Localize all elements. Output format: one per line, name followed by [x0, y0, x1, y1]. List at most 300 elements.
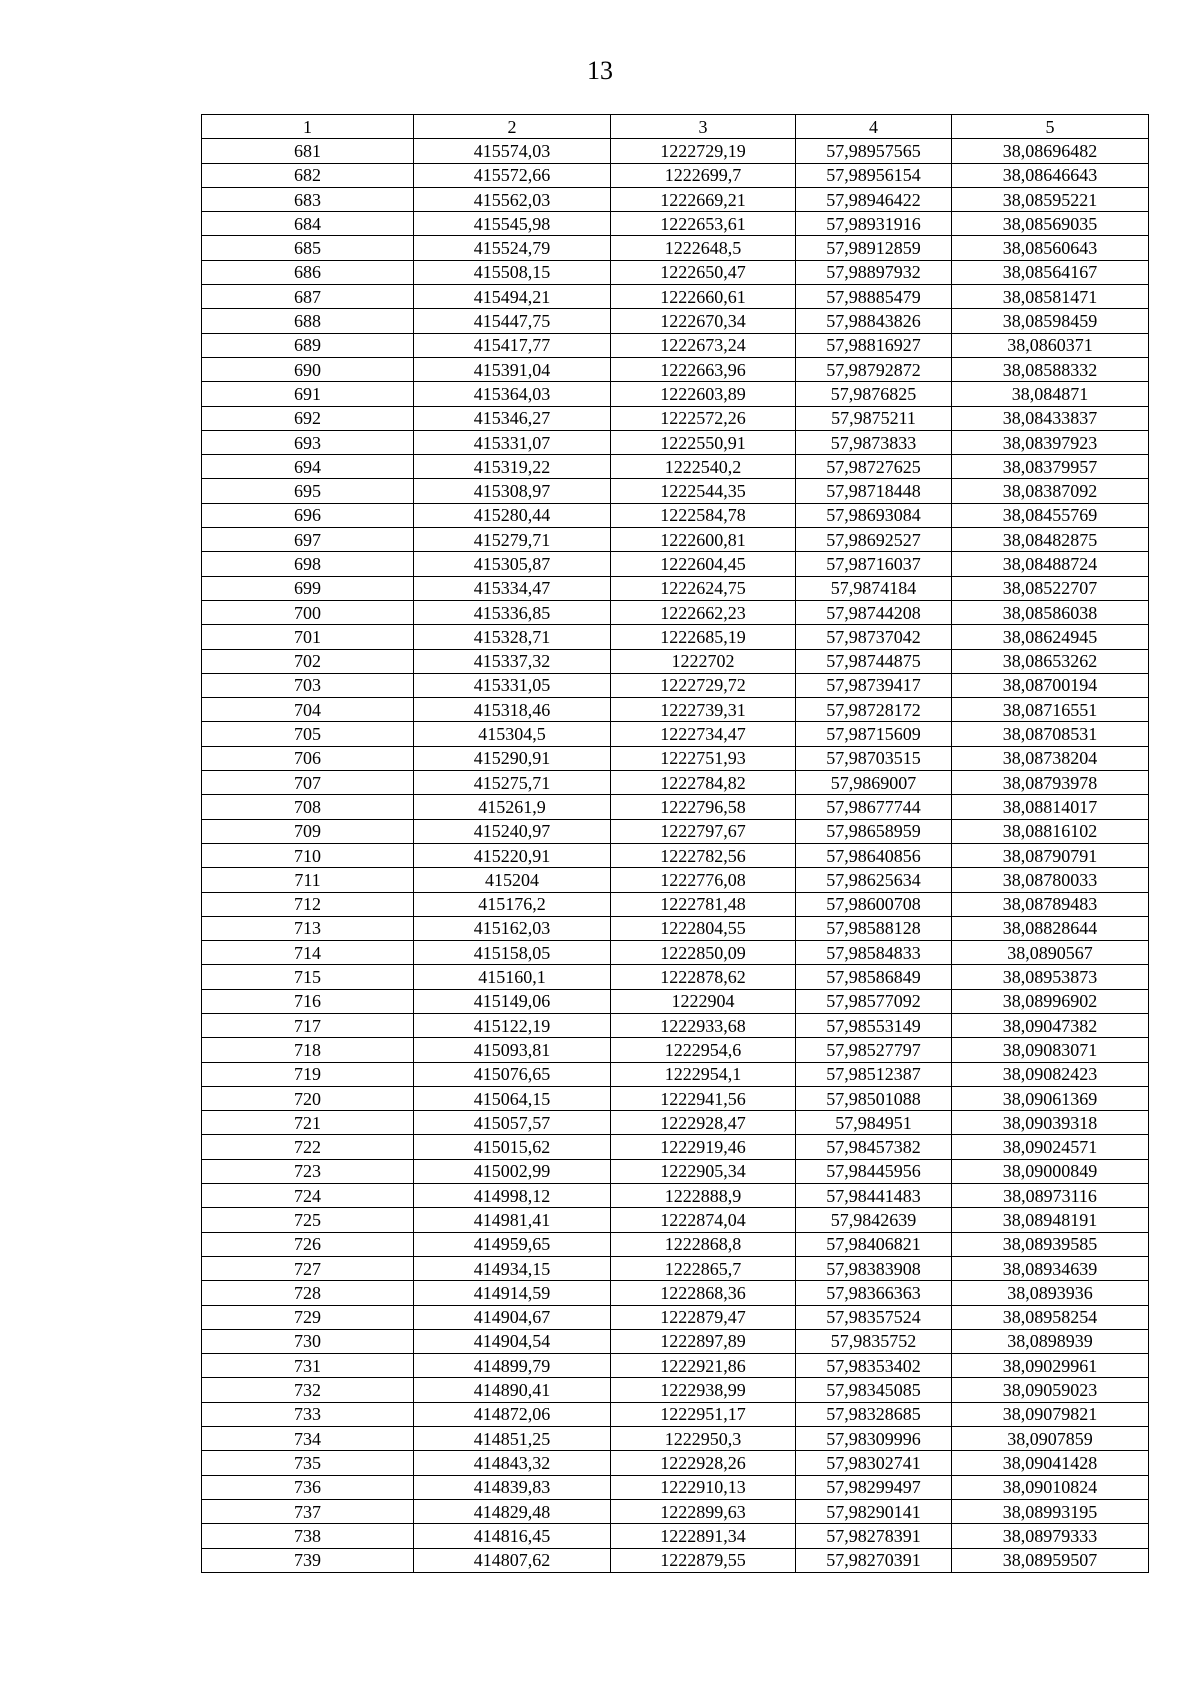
table-cell-col-3: 1222650,47	[611, 260, 796, 284]
table-cell-col-4: 57,98727625	[796, 455, 952, 479]
table-cell-col-2: 415447,75	[414, 309, 611, 333]
table-cell-col-3: 1222604,45	[611, 552, 796, 576]
table-cell-col-4: 57,98885479	[796, 285, 952, 309]
table-cell-col-4: 57,98744208	[796, 600, 952, 624]
table-cell-col-4: 57,98744875	[796, 649, 952, 673]
table-cell-col-1: 691	[202, 382, 414, 406]
table-cell-col-5: 38,08560643	[952, 236, 1149, 260]
table-row	[202, 1475, 1149, 1499]
table-cell-col-1: 734	[202, 1427, 414, 1451]
table-cell-col-4: 57,98501088	[796, 1086, 952, 1110]
table-cell-col-1: 728	[202, 1281, 414, 1305]
table-cell-col-2: 414851,25	[414, 1427, 611, 1451]
table-row	[202, 430, 1149, 454]
table-row	[202, 1256, 1149, 1280]
table-cell-col-3: 1222663,96	[611, 357, 796, 381]
table-row	[202, 1305, 1149, 1329]
table-cell-col-4: 57,98912859	[796, 236, 952, 260]
table-cell-col-4: 57,98739417	[796, 673, 952, 697]
table-cell-col-5: 38,09061369	[952, 1086, 1149, 1110]
table-cell-col-4: 57,98309996	[796, 1427, 952, 1451]
table-cell-col-3: 1222868,8	[611, 1232, 796, 1256]
table-cell-col-3: 1222951,17	[611, 1402, 796, 1426]
table-header	[202, 115, 1149, 139]
table-cell-col-1: 727	[202, 1256, 414, 1280]
table-cell-col-5: 38,09000849	[952, 1159, 1149, 1183]
table-cell-col-2: 415064,15	[414, 1086, 611, 1110]
table-cell-col-1: 690	[202, 357, 414, 381]
table-cell-col-2: 415305,87	[414, 552, 611, 576]
table-cell-col-1: 737	[202, 1499, 414, 1523]
table-cell-col-2: 415162,03	[414, 916, 611, 940]
table-cell-col-1: 739	[202, 1548, 414, 1572]
table-cell-col-2: 414981,41	[414, 1208, 611, 1232]
table-cell-col-3: 1222784,82	[611, 771, 796, 795]
table-row	[202, 260, 1149, 284]
table-cell-col-5: 38,08564167	[952, 260, 1149, 284]
column-header-2: 2	[414, 115, 611, 139]
table-cell-col-1: 720	[202, 1086, 414, 1110]
table-cell-col-1: 723	[202, 1159, 414, 1183]
table-cell-col-1: 685	[202, 236, 414, 260]
table-cell-col-4: 57,98625634	[796, 868, 952, 892]
table-row	[202, 1135, 1149, 1159]
table-cell-col-5: 38,08624945	[952, 625, 1149, 649]
table-cell-col-3: 1222603,89	[611, 382, 796, 406]
table-cell-col-2: 415572,66	[414, 163, 611, 187]
table-row	[202, 941, 1149, 965]
table-cell-col-5: 38,08696482	[952, 139, 1149, 163]
table-cell-col-2: 415337,32	[414, 649, 611, 673]
table-cell-col-5: 38,09024571	[952, 1135, 1149, 1159]
table-cell-col-3: 1222734,47	[611, 722, 796, 746]
table-cell-col-2: 415328,71	[414, 625, 611, 649]
table-row	[202, 649, 1149, 673]
table-row	[202, 1524, 1149, 1548]
table-body	[202, 139, 1149, 1573]
table-cell-col-2: 414843,32	[414, 1451, 611, 1475]
table-cell-col-3: 1222904	[611, 989, 796, 1013]
table-cell-col-1: 736	[202, 1475, 414, 1499]
table-cell-col-3: 1222796,58	[611, 795, 796, 819]
table-cell-col-1: 689	[202, 333, 414, 357]
table-cell-col-4: 57,98512387	[796, 1062, 952, 1086]
table-row	[202, 1378, 1149, 1402]
table-cell-col-5: 38,08598459	[952, 309, 1149, 333]
table-cell-col-2: 415160,1	[414, 965, 611, 989]
table-cell-col-2: 415346,27	[414, 406, 611, 430]
table-cell-col-4: 57,98693084	[796, 503, 952, 527]
table-cell-col-3: 1222572,26	[611, 406, 796, 430]
table-cell-col-4: 57,98716037	[796, 552, 952, 576]
table-cell-col-1: 709	[202, 819, 414, 843]
table-row	[202, 479, 1149, 503]
table-cell-col-5: 38,084871	[952, 382, 1149, 406]
table-row	[202, 1499, 1149, 1523]
table-cell-col-5: 38,09047382	[952, 1013, 1149, 1037]
table-cell-col-2: 415076,65	[414, 1062, 611, 1086]
table-cell-col-2: 415290,91	[414, 746, 611, 770]
table-row	[202, 576, 1149, 600]
table-cell-col-3: 1222928,26	[611, 1451, 796, 1475]
table-cell-col-5: 38,08814017	[952, 795, 1149, 819]
table-cell-col-5: 38,08934639	[952, 1256, 1149, 1280]
table-cell-col-5: 38,08780033	[952, 868, 1149, 892]
table-cell-col-2: 415204	[414, 868, 611, 892]
table-cell-col-3: 1222897,89	[611, 1329, 796, 1353]
table-cell-col-4: 57,98692527	[796, 528, 952, 552]
table-cell-col-5: 38,08790791	[952, 843, 1149, 867]
table-cell-col-1: 715	[202, 965, 414, 989]
table-cell-col-5: 38,08455769	[952, 503, 1149, 527]
table-cell-col-4: 57,98357524	[796, 1305, 952, 1329]
table-cell-col-3: 1222905,34	[611, 1159, 796, 1183]
table-cell-col-4: 57,98345085	[796, 1378, 952, 1402]
table-cell-col-4: 57,98366363	[796, 1281, 952, 1305]
table-cell-col-2: 415494,21	[414, 285, 611, 309]
table-cell-col-1: 694	[202, 455, 414, 479]
page-number: 13	[587, 56, 613, 85]
table-cell-col-3: 1222660,61	[611, 285, 796, 309]
table-cell-col-1: 732	[202, 1378, 414, 1402]
table-row	[202, 600, 1149, 624]
table-cell-col-4: 57,98299497	[796, 1475, 952, 1499]
table-cell-col-1: 710	[202, 843, 414, 867]
table-cell-col-5: 38,08716551	[952, 698, 1149, 722]
table-cell-col-4: 57,98586849	[796, 965, 952, 989]
table-cell-col-4: 57,984951	[796, 1111, 952, 1135]
table-cell-col-3: 1222954,1	[611, 1062, 796, 1086]
table-cell-col-3: 1222739,31	[611, 698, 796, 722]
table-cell-col-2: 415280,44	[414, 503, 611, 527]
table-row	[202, 1013, 1149, 1037]
table-cell-col-1: 696	[202, 503, 414, 527]
table-cell-col-5: 38,08959507	[952, 1548, 1149, 1572]
table-cell-col-1: 704	[202, 698, 414, 722]
table-cell-col-3: 1222544,35	[611, 479, 796, 503]
table-cell-col-3: 1222910,13	[611, 1475, 796, 1499]
table-cell-col-4: 57,98584833	[796, 941, 952, 965]
table-cell-col-4: 57,98816927	[796, 333, 952, 357]
table-cell-col-4: 57,98270391	[796, 1548, 952, 1572]
table-cell-col-1: 703	[202, 673, 414, 697]
table-cell-col-2: 414914,59	[414, 1281, 611, 1305]
table-cell-col-5: 38,08482875	[952, 528, 1149, 552]
table-cell-col-1: 686	[202, 260, 414, 284]
table-cell-col-5: 38,08948191	[952, 1208, 1149, 1232]
table-row	[202, 163, 1149, 187]
table-cell-col-2: 415122,19	[414, 1013, 611, 1037]
table-cell-col-1: 712	[202, 892, 414, 916]
table-cell-col-3: 1222648,5	[611, 236, 796, 260]
table-cell-col-5: 38,09059023	[952, 1378, 1149, 1402]
table-cell-col-5: 38,08433837	[952, 406, 1149, 430]
table-cell-col-2: 414807,62	[414, 1548, 611, 1572]
table-cell-col-3: 1222938,99	[611, 1378, 796, 1402]
table-row	[202, 1329, 1149, 1353]
table-cell-col-5: 38,09029961	[952, 1354, 1149, 1378]
table-cell-col-1: 707	[202, 771, 414, 795]
table-row	[202, 1086, 1149, 1110]
table-cell-col-4: 57,98897932	[796, 260, 952, 284]
table-cell-col-4: 57,98302741	[796, 1451, 952, 1475]
table-cell-col-2: 415304,5	[414, 722, 611, 746]
table-cell-col-1: 731	[202, 1354, 414, 1378]
table-cell-col-3: 1222729,72	[611, 673, 796, 697]
table-cell-col-3: 1222653,61	[611, 212, 796, 236]
table-cell-col-4: 57,98703515	[796, 746, 952, 770]
table-cell-col-4: 57,98843826	[796, 309, 952, 333]
table-cell-col-1: 719	[202, 1062, 414, 1086]
table-row	[202, 1111, 1149, 1135]
table-cell-col-1: 724	[202, 1184, 414, 1208]
table-cell-col-4: 57,98946422	[796, 187, 952, 211]
table-cell-col-5: 38,08653262	[952, 649, 1149, 673]
table-row	[202, 916, 1149, 940]
table-cell-col-3: 1222781,48	[611, 892, 796, 916]
table-cell-col-3: 1222928,47	[611, 1111, 796, 1135]
table-cell-col-2: 414829,48	[414, 1499, 611, 1523]
table-cell-col-5: 38,08387092	[952, 479, 1149, 503]
table-cell-col-1: 722	[202, 1135, 414, 1159]
table-cell-col-2: 415002,99	[414, 1159, 611, 1183]
table-cell-col-1: 721	[202, 1111, 414, 1135]
table-cell-col-3: 1222673,24	[611, 333, 796, 357]
table-cell-col-3: 1222921,86	[611, 1354, 796, 1378]
table-cell-col-1: 733	[202, 1402, 414, 1426]
table-cell-col-5: 38,08588332	[952, 357, 1149, 381]
table-row	[202, 746, 1149, 770]
table-cell-col-2: 415176,2	[414, 892, 611, 916]
coordinates-table	[201, 114, 1149, 1573]
table-cell-col-3: 1222919,46	[611, 1135, 796, 1159]
table-cell-col-2: 414816,45	[414, 1524, 611, 1548]
table-row	[202, 1427, 1149, 1451]
table-cell-col-5: 38,08488724	[952, 552, 1149, 576]
table-cell-col-2: 414959,65	[414, 1232, 611, 1256]
table-cell-col-2: 415331,07	[414, 430, 611, 454]
table-row	[202, 236, 1149, 260]
table-cell-col-2: 414904,54	[414, 1329, 611, 1353]
table-cell-col-1: 695	[202, 479, 414, 503]
table-cell-col-5: 38,08953873	[952, 965, 1149, 989]
table-cell-col-1: 683	[202, 187, 414, 211]
table-cell-col-3: 1222888,9	[611, 1184, 796, 1208]
table-cell-col-2: 414934,15	[414, 1256, 611, 1280]
table-cell-col-4: 57,98600708	[796, 892, 952, 916]
table-cell-col-4: 57,98588128	[796, 916, 952, 940]
table-cell-col-5: 38,08738204	[952, 746, 1149, 770]
table-cell-col-4: 57,98677744	[796, 795, 952, 819]
table-row	[202, 1354, 1149, 1378]
table-cell-col-3: 1222933,68	[611, 1013, 796, 1037]
table-row	[202, 212, 1149, 236]
table-cell-col-4: 57,9874184	[796, 576, 952, 600]
table-row	[202, 285, 1149, 309]
table-cell-col-2: 415508,15	[414, 260, 611, 284]
table-row	[202, 1281, 1149, 1305]
table-cell-col-1: 711	[202, 868, 414, 892]
table-cell-col-3: 1222868,36	[611, 1281, 796, 1305]
table-row	[202, 1038, 1149, 1062]
table-row	[202, 989, 1149, 1013]
table-cell-col-4: 57,9835752	[796, 1329, 952, 1353]
table-cell-col-5: 38,08958254	[952, 1305, 1149, 1329]
table-cell-col-5: 38,09083071	[952, 1038, 1149, 1062]
table-cell-col-5: 38,08996902	[952, 989, 1149, 1013]
table-cell-col-2: 415391,04	[414, 357, 611, 381]
table-cell-col-4: 57,98441483	[796, 1184, 952, 1208]
table-cell-col-5: 38,08789483	[952, 892, 1149, 916]
table-row	[202, 1451, 1149, 1475]
table-cell-col-1: 682	[202, 163, 414, 187]
table-cell-col-2: 415158,05	[414, 941, 611, 965]
table-cell-col-4: 57,98445956	[796, 1159, 952, 1183]
table-cell-col-2: 415240,97	[414, 819, 611, 843]
table-cell-col-2: 415093,81	[414, 1038, 611, 1062]
table-row	[202, 843, 1149, 867]
table-cell-col-2: 415574,03	[414, 139, 611, 163]
table-cell-col-2: 415149,06	[414, 989, 611, 1013]
table-cell-col-2: 414872,06	[414, 1402, 611, 1426]
header-row	[202, 115, 1149, 139]
table-row	[202, 722, 1149, 746]
table-cell-col-5: 38,08586038	[952, 600, 1149, 624]
table-cell-col-2: 415545,98	[414, 212, 611, 236]
table-cell-col-1: 688	[202, 309, 414, 333]
table-cell-col-4: 57,98290141	[796, 1499, 952, 1523]
column-header-5: 5	[952, 115, 1149, 139]
table-cell-col-2: 415261,9	[414, 795, 611, 819]
table-row	[202, 455, 1149, 479]
table-cell-col-3: 1222699,7	[611, 163, 796, 187]
table-cell-col-3: 1222600,81	[611, 528, 796, 552]
table-row	[202, 139, 1149, 163]
table-cell-col-5: 38,08646643	[952, 163, 1149, 187]
table-cell-col-2: 415364,03	[414, 382, 611, 406]
table-cell-col-3: 1222662,23	[611, 600, 796, 624]
table-cell-col-2: 414998,12	[414, 1184, 611, 1208]
table-cell-col-4: 57,98553149	[796, 1013, 952, 1037]
table-cell-col-1: 681	[202, 139, 414, 163]
table-row	[202, 795, 1149, 819]
table-cell-col-4: 57,98457382	[796, 1135, 952, 1159]
table-cell-col-5: 38,08828644	[952, 916, 1149, 940]
table-cell-col-5: 38,08993195	[952, 1499, 1149, 1523]
table-cell-col-5: 38,09041428	[952, 1451, 1149, 1475]
table-cell-col-1: 718	[202, 1038, 414, 1062]
table-cell-col-2: 415336,85	[414, 600, 611, 624]
table-cell-col-3: 1222891,34	[611, 1524, 796, 1548]
table-cell-col-3: 1222702	[611, 649, 796, 673]
table-cell-col-4: 57,98577092	[796, 989, 952, 1013]
table-cell-col-5: 38,09079821	[952, 1402, 1149, 1426]
table-row	[202, 382, 1149, 406]
table-cell-col-5: 38,08700194	[952, 673, 1149, 697]
table-cell-col-1: 699	[202, 576, 414, 600]
table-cell-col-2: 415562,03	[414, 187, 611, 211]
table-cell-col-1: 713	[202, 916, 414, 940]
table-row	[202, 406, 1149, 430]
table-cell-col-5: 38,09082423	[952, 1062, 1149, 1086]
table-row	[202, 1208, 1149, 1232]
table-cell-col-1: 684	[202, 212, 414, 236]
table-cell-col-3: 1222782,56	[611, 843, 796, 867]
table-cell-col-3: 1222776,08	[611, 868, 796, 892]
table-cell-col-3: 1222669,21	[611, 187, 796, 211]
table-row	[202, 357, 1149, 381]
table-cell-col-2: 415524,79	[414, 236, 611, 260]
table-cell-col-3: 1222941,56	[611, 1086, 796, 1110]
table-cell-col-5: 38,0890567	[952, 941, 1149, 965]
table-cell-col-5: 38,08569035	[952, 212, 1149, 236]
table-row	[202, 333, 1149, 357]
column-header-1: 1	[202, 115, 414, 139]
table-cell-col-3: 1222865,7	[611, 1256, 796, 1280]
table-cell-col-1: 698	[202, 552, 414, 576]
table-row	[202, 819, 1149, 843]
table-cell-col-4: 57,9842639	[796, 1208, 952, 1232]
table-cell-col-3: 1222850,09	[611, 941, 796, 965]
table-cell-col-5: 38,09039318	[952, 1111, 1149, 1135]
table-cell-col-1: 717	[202, 1013, 414, 1037]
table-row	[202, 1062, 1149, 1086]
table-cell-col-1: 729	[202, 1305, 414, 1329]
table-cell-col-3: 1222729,19	[611, 139, 796, 163]
table-row	[202, 528, 1149, 552]
table-row	[202, 868, 1149, 892]
table-cell-col-4: 57,98956154	[796, 163, 952, 187]
table-cell-col-2: 415220,91	[414, 843, 611, 867]
table-cell-col-5: 38,08522707	[952, 576, 1149, 600]
table-cell-col-1: 693	[202, 430, 414, 454]
table-cell-col-1: 701	[202, 625, 414, 649]
table-cell-col-2: 415319,22	[414, 455, 611, 479]
table-cell-col-4: 57,98383908	[796, 1256, 952, 1280]
table-cell-col-2: 414899,79	[414, 1354, 611, 1378]
table-cell-col-3: 1222899,63	[611, 1499, 796, 1523]
table-row	[202, 187, 1149, 211]
table-cell-col-5: 38,08973116	[952, 1184, 1149, 1208]
table-cell-col-4: 57,9869007	[796, 771, 952, 795]
table-cell-col-1: 716	[202, 989, 414, 1013]
table-cell-col-3: 1222874,04	[611, 1208, 796, 1232]
table-cell-col-1: 725	[202, 1208, 414, 1232]
table-cell-col-5: 38,0860371	[952, 333, 1149, 357]
table-cell-col-5: 38,08708531	[952, 722, 1149, 746]
table-cell-col-1: 735	[202, 1451, 414, 1475]
table-cell-col-3: 1222879,47	[611, 1305, 796, 1329]
table-cell-col-2: 415318,46	[414, 698, 611, 722]
table-cell-col-4: 57,98328685	[796, 1402, 952, 1426]
table-row	[202, 673, 1149, 697]
table-cell-col-2: 415279,71	[414, 528, 611, 552]
table-row	[202, 1232, 1149, 1256]
table-cell-col-4: 57,98278391	[796, 1524, 952, 1548]
table-cell-col-5: 38,0893936	[952, 1281, 1149, 1305]
table-row	[202, 309, 1149, 333]
table-cell-col-1: 706	[202, 746, 414, 770]
table-cell-col-2: 415057,57	[414, 1111, 611, 1135]
table-cell-col-2: 415275,71	[414, 771, 611, 795]
table-cell-col-3: 1222797,67	[611, 819, 796, 843]
table-cell-col-4: 57,98715609	[796, 722, 952, 746]
table-row	[202, 1548, 1149, 1572]
table-row	[202, 965, 1149, 989]
table-cell-col-4: 57,98527797	[796, 1038, 952, 1062]
table-cell-col-4: 57,98957565	[796, 139, 952, 163]
table-cell-col-3: 1222550,91	[611, 430, 796, 454]
